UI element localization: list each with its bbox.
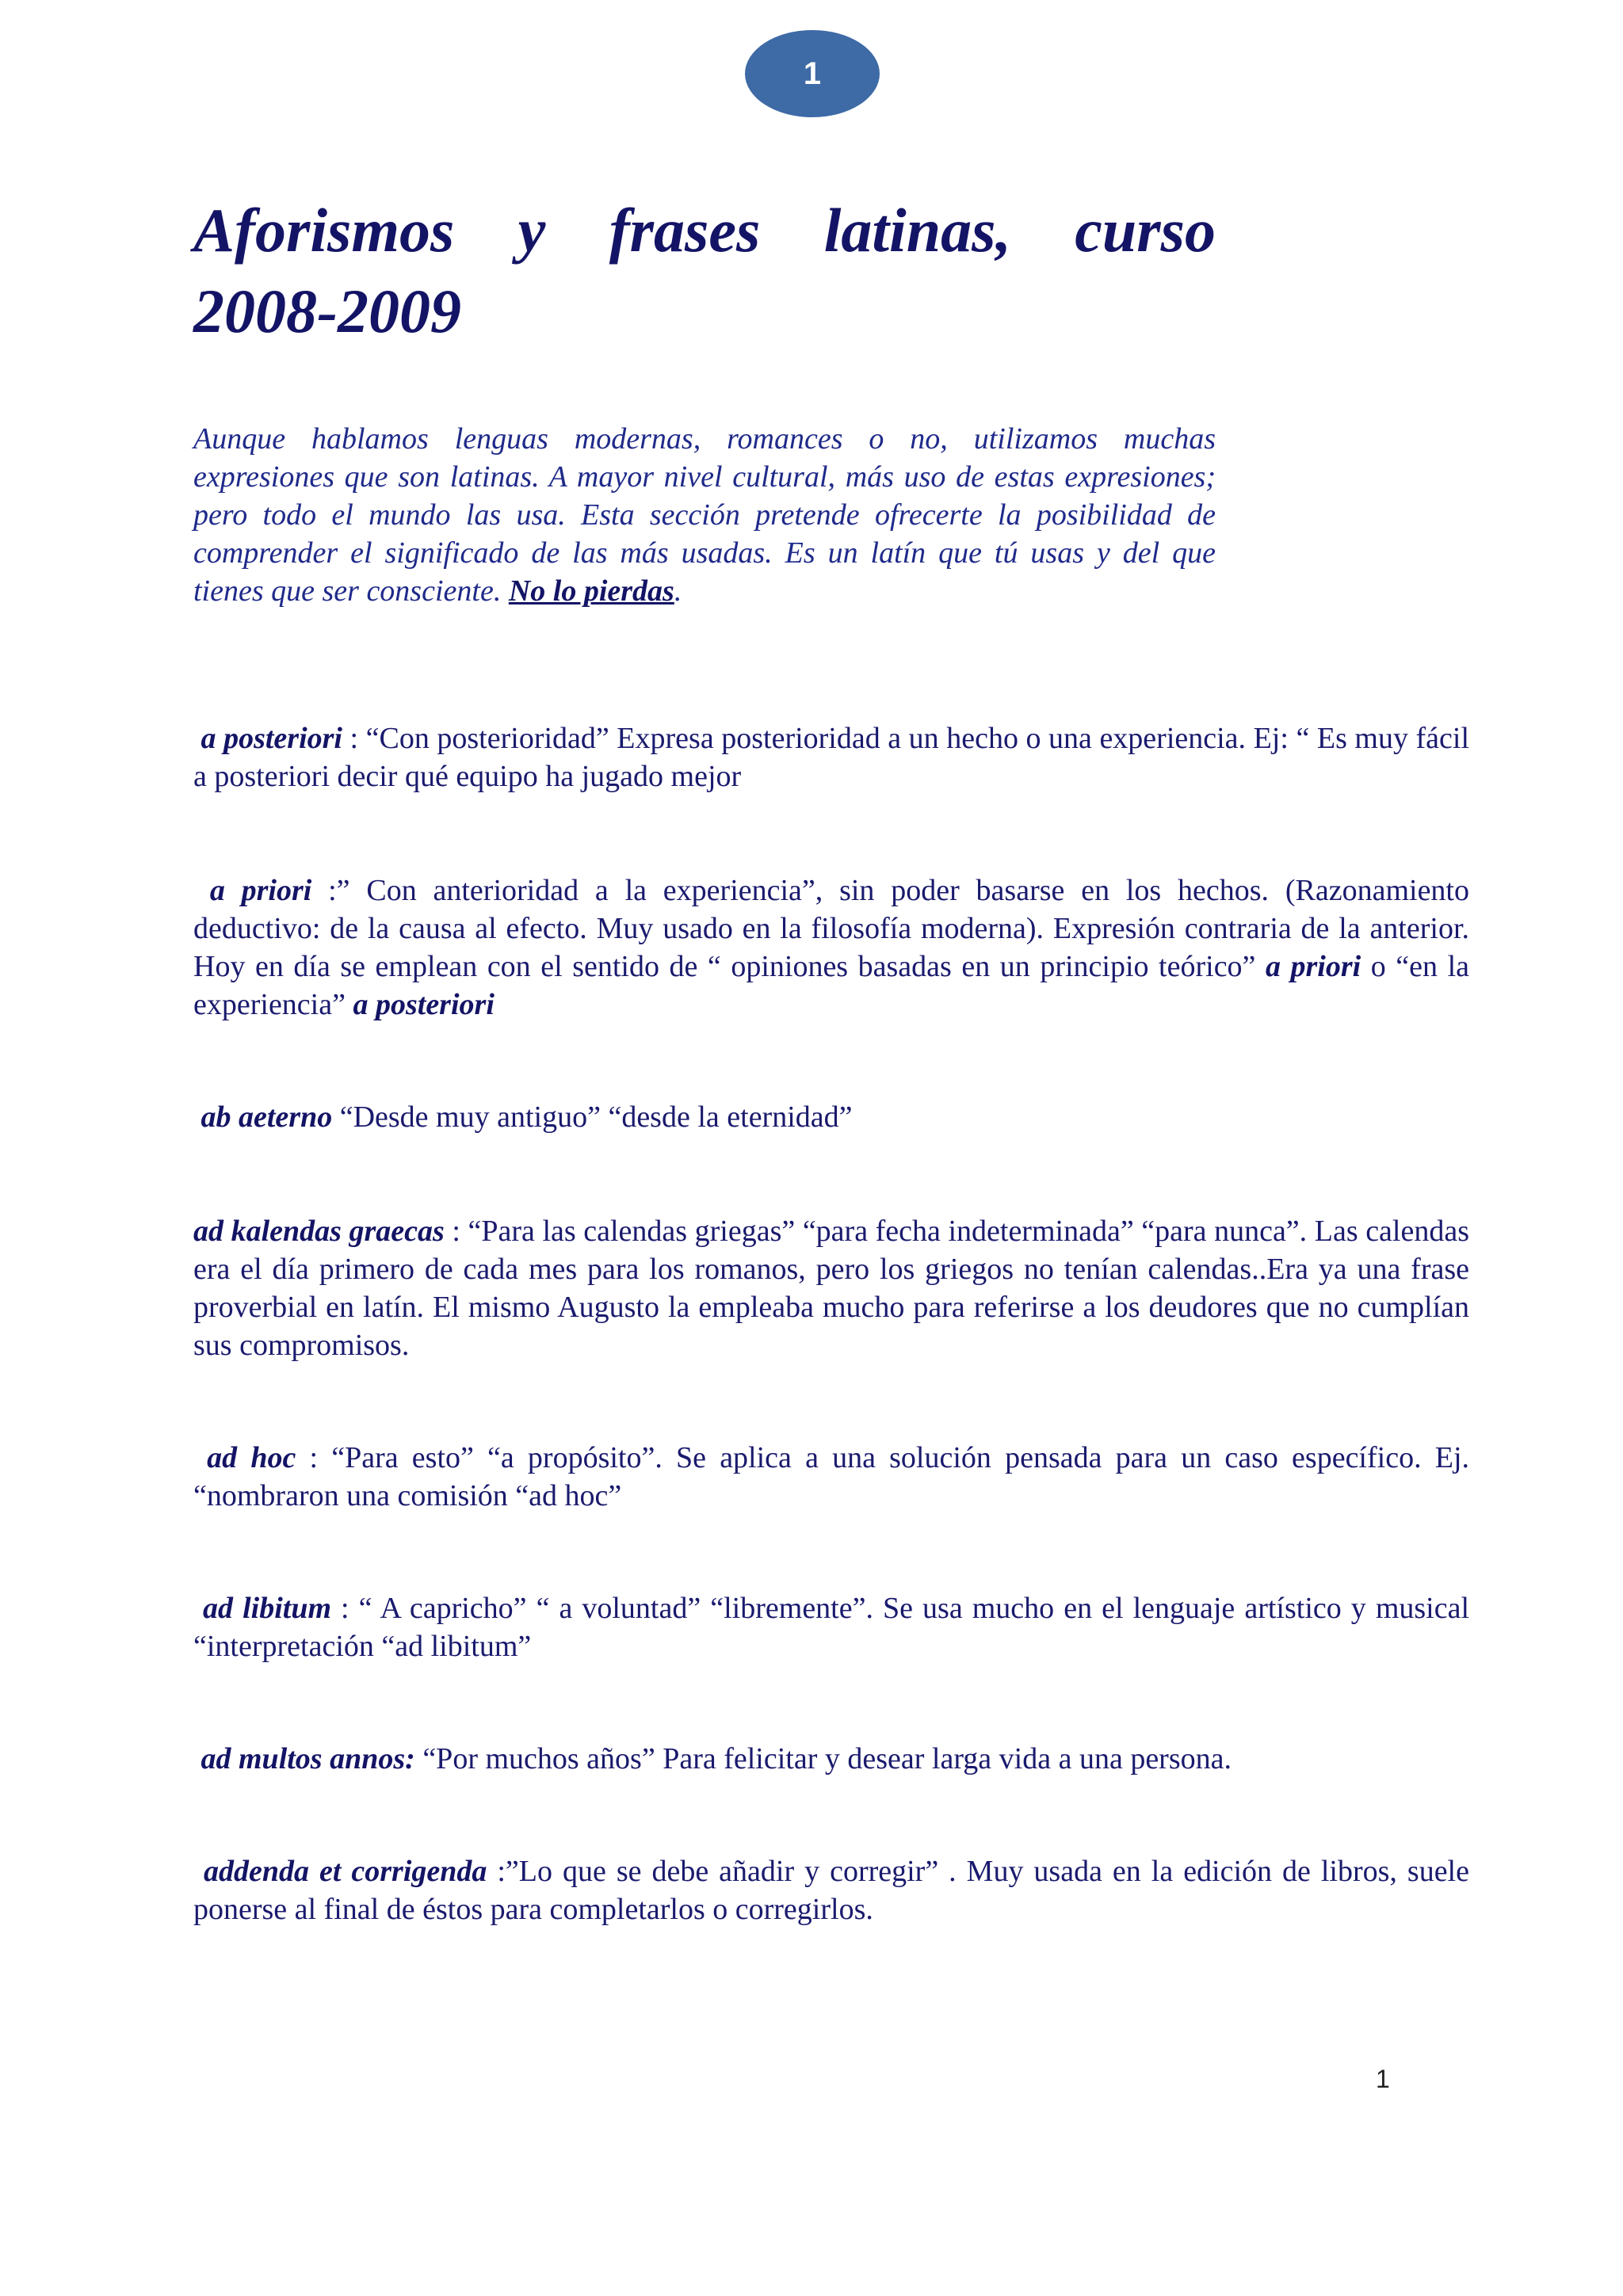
intro-emphasis: No lo pierdas [508, 574, 674, 608]
intro-paragraph [193, 420, 1216, 610]
entry-term: a priori [209, 874, 312, 907]
entry-definition: : “Para esto” “a propósito”. Se aplica a una solución pensada para un caso específico. Ej. “nombraron una comisión “ad hoc” [193, 1441, 1470, 1512]
entry-term: addenda et corrigenda [203, 1855, 487, 1888]
entry-term: ab aeterno [200, 1100, 333, 1134]
entry-definition: : “ A capricho” “ a voluntad” “libremente”. Se usa mucho en el lenguaje artístico y musical “interpretación “ad libitum” [193, 1592, 1470, 1663]
entry-ab-aeterno [193, 1098, 1469, 1136]
entry-definition: : “Para las calendas griegas” “para fecha indeterminada” “para nunca”. Las calendas era el día primero de cada mes para los romanos, pero los griegos no tenían calendas..Era ya una frase proverbial en latín. El mismo Augusto la empleaba mucho para referirse a los deudores que no cumplían sus compromisos. [193, 1215, 1469, 1362]
entry-a-priori [193, 871, 1469, 1024]
entry-definition: : “Con posterioridad” Expresa posterioridad a un hecho o una experiencia. Ej: “ Es muy fácil a posteriori decir qué equipo ha jugado mejor [193, 722, 1469, 793]
entry-ad-hoc [193, 1439, 1469, 1515]
entry-ad-kalendas-graecas [193, 1212, 1469, 1364]
entry-addenda-et-corrigenda [193, 1852, 1469, 1928]
entry-ad-multos-annos [193, 1740, 1469, 1778]
entry-definition: :”Lo que se debe añadir y corregir” . Muy usada en la edición de libros, suele ponerse al final de éstos para completarlos o corregirlos. [193, 1855, 1469, 1926]
title-line-1: Aforismos y frases latinas, curso [193, 196, 1216, 265]
entry-term: ad multos annos [200, 1742, 406, 1775]
entry-term: ad kalendas graecas [193, 1215, 445, 1248]
entry-inline-term: a posteriori [353, 988, 495, 1021]
entry-term: ad libitum [203, 1592, 332, 1625]
entry-definition: “Por muchos años” Para felicitar y desear larga vida a una persona. [414, 1742, 1232, 1775]
footer-page-number: 1 [1376, 2065, 1390, 2093]
page-number-badge: 1 [745, 30, 880, 117]
entry-definition: “Desde muy antiguo” “desde la eternidad” [332, 1100, 853, 1134]
entry-definition: :” Con anterioridad a la experiencia”, sin poder basarse en los hechos. (Razonamiento deductivo: de la causa al efecto. Muy usado en la filosofía moderna). Expresión contraria de la anterior. Hoy en día se emplean con el sentido de “ opiniones basadas en un principio teórico” [193, 874, 1469, 983]
entry-term: ad hoc [207, 1441, 296, 1474]
title-line-2: 2008-2009 [193, 277, 461, 345]
document-title [193, 190, 1216, 352]
entry-a-posteriori [193, 719, 1469, 795]
entry-ad-libitum [193, 1589, 1469, 1665]
entry-definition-cont: o “en la experiencia” [193, 950, 1470, 1021]
entry-term-suffix: : [405, 1742, 415, 1775]
entry-inline-term: a priori [1265, 950, 1361, 983]
entry-term: a posteriori [200, 722, 342, 755]
intro-text: Aunque hablamos lenguas modernas, romances o no, utilizamos muchas expresiones que son latinas. A mayor nivel cultural, más uso de estas expresiones; pero todo el mundo las usa. Esta sección pretende ofrecerte la posibilidad de comprender el significado de las más usadas. Es un latín que tú usas y del que tienes que ser consciente. [193, 422, 1216, 608]
intro-end: . [674, 574, 682, 608]
